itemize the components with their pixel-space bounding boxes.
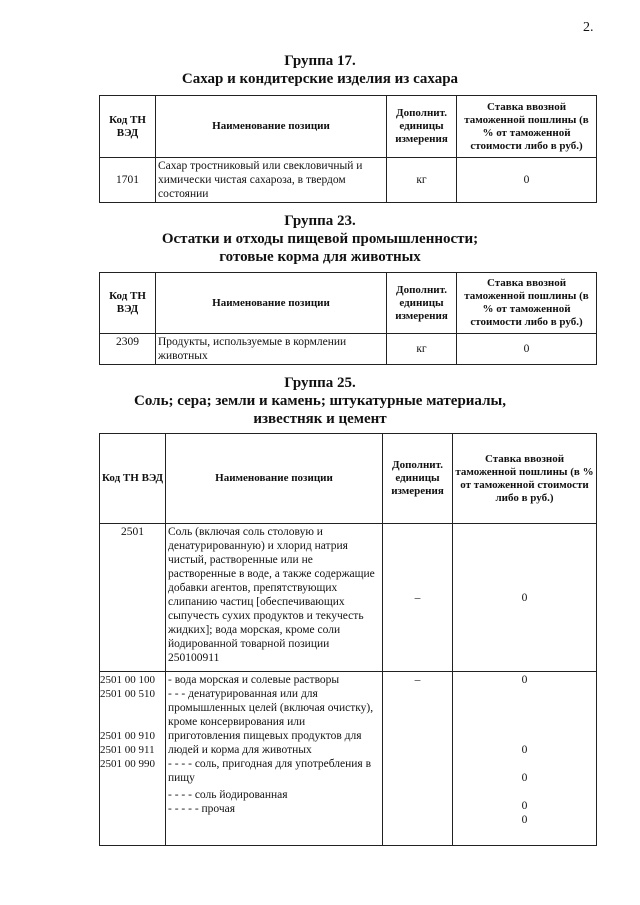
cell-code: 2309	[100, 334, 156, 365]
group-title-line: Остатки и отходы пищевой промышленности;	[161, 231, 479, 247]
sub-rate: 0	[521, 674, 528, 686]
cell-name: Продукты, используемые в кормлении животных	[156, 334, 387, 365]
sub-code: 2501 00 510	[100, 688, 155, 700]
header-units: Дополнит. единицы измерения	[387, 96, 457, 158]
sub-code: 2501 00 100	[100, 674, 155, 686]
header-name: Наименование позиции	[166, 434, 383, 524]
table-header-row	[100, 434, 597, 524]
header-code: Код ТН ВЭД	[100, 96, 156, 158]
cell-code: 1701	[100, 158, 156, 203]
header-code: Код ТН ВЭД	[100, 434, 166, 524]
sub-rate: 0	[521, 814, 528, 826]
table-row	[100, 334, 597, 365]
table-row	[100, 672, 597, 846]
cell-name: Сахар тростниковый или свекловичный и химически чистая сахароза, в твердом состоянии	[156, 158, 387, 203]
group-title-line: Группа 17.	[284, 53, 356, 69]
group-title-line: Группа 25.	[284, 375, 356, 391]
sub-name: - вода морская и солевые растворы	[168, 674, 340, 686]
sub-rate: 0	[521, 772, 528, 784]
cell-unit: кг	[387, 334, 457, 365]
cell-unit: –	[383, 524, 453, 672]
group-17-table	[99, 95, 597, 203]
header-units: Дополнит. единицы измерения	[383, 434, 453, 524]
table-header-row	[100, 273, 597, 334]
table-header-row	[100, 96, 597, 158]
group-23-title	[0, 212, 640, 266]
sub-code: 2501 00 990	[100, 758, 155, 770]
cell-name: Соль (включая соль столовую и денатурированную) и хлорид натрия чистый, растворенные или не растворенные в воде, а также содержащие добавки агентов, препятствующих слипанию частиц [обеспечивающих сыпучесть сухих продуктов и текучесть жидких]; вода морская, кроме соли йодированной товарной позиции 250100911	[166, 524, 383, 672]
group-25-table	[99, 433, 597, 846]
sub-name: - - - денатурированная или для промышленных целей (включая очистку), кроме консервирования или приготовления пищевых продуктов для людей и корма для животных	[168, 688, 374, 756]
group-title-line: Соль; сера; земли и камень; штукатурные материалы,	[134, 393, 506, 409]
table-row	[100, 158, 597, 203]
header-units: Дополнит. единицы измерения	[387, 273, 457, 334]
cell-unit: кг	[387, 158, 457, 203]
group-title-line: Сахар и кондитерские изделия из сахара	[181, 71, 459, 87]
cell-rate: 0	[457, 158, 597, 203]
group-23-table	[99, 272, 597, 365]
header-rate: Ставка ввозной таможенной пошлины (в % от таможенной стоимости либо в руб.)	[457, 273, 597, 334]
header-name: Наименование позиции	[156, 96, 387, 158]
page-number: 2.	[583, 20, 594, 35]
sub-code: 2501 00 911	[100, 744, 155, 756]
cell-code: 2501	[100, 524, 166, 672]
cell-rate: 0	[457, 334, 597, 365]
cell-rate: 0	[453, 524, 597, 672]
header-code: Код ТН ВЭД	[100, 273, 156, 334]
cell-codes	[100, 672, 166, 846]
sub-rate: 0	[521, 800, 528, 812]
cell-rates	[453, 672, 597, 846]
header-rate: Ставка ввозной таможенной пошлины (в % от таможенной стоимости либо в руб.)	[453, 434, 597, 524]
group-title-line: известняк и цемент	[253, 411, 387, 427]
group-title-line: готовые корма для животных	[219, 249, 421, 265]
sub-name: - - - - - прочая	[168, 803, 236, 815]
header-rate: Ставка ввозной таможенной пошлины (в % от таможенной стоимости либо в руб.)	[457, 96, 597, 158]
group-25-title	[0, 374, 640, 428]
header-name: Наименование позиции	[156, 273, 387, 334]
cell-names	[166, 672, 383, 846]
group-title-line: Группа 23.	[284, 213, 356, 229]
sub-name: - - - - соль йодированная	[168, 789, 288, 801]
sub-rate: 0	[521, 744, 528, 756]
group-17-title	[0, 52, 640, 88]
sub-name: - - - - соль, пригодная для употребления в пищу	[168, 758, 372, 784]
cell-unit: –	[383, 672, 453, 846]
table-row	[100, 524, 597, 672]
sub-code: 2501 00 910	[100, 730, 155, 742]
